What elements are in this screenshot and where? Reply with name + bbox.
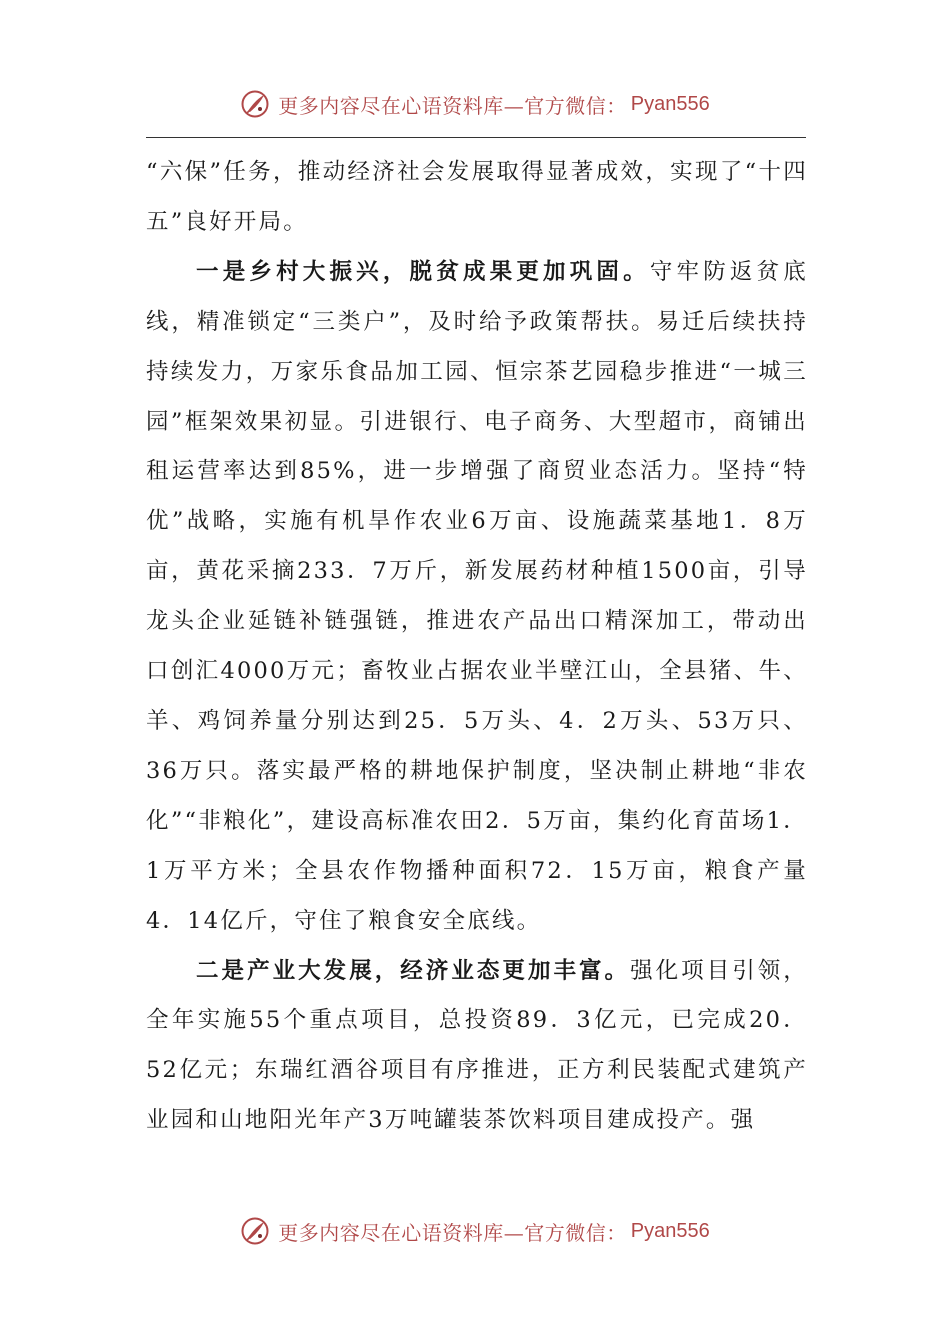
paragraph-text-rural: 守牢防返贫底线，精准锁定“三类户”，及时给予政策帮扶。易迁后续扶持持续发力，万家乐食品加工园、恒宗茶艺园稳步推进“一城三园”框架效果初显。引进银行、电子商务、大型超市，商铺出租运营率达到85%，进一步增强了商贸业态活力。坚持“特优”战略，实施有机旱作农业6万亩、设施蔬菜基地1．8万亩，黄花采摘233．7万斤，新发展药材种植1500亩，引导龙头企业延链补链强链，推进农产品出口精深加工，带动出口创汇4000万元；畜牧业占据农业半壁江山，全县猪、牛、羊、鸡饲养量分别达到25．5万头、4．2万头、53万只、36万只。落实最严格的耕地保护制度，坚决制止耕地“非农化”“非粮化”，建设高标准农田2．5万亩，集约化育苗场1．1万平方米；全县农作物播种面积72．15万亩，粮食产量4．14亿斤，守住了粮食安全底线。 (146, 258, 809, 934)
paragraph-continuation: “六保”任务，推动经济社会发展取得显著成效，实现了“十四五”良好开局。 (146, 159, 808, 235)
quill-logo-icon (240, 1216, 270, 1246)
paragraph-rural-revitalization (146, 248, 808, 947)
header-divider (146, 137, 806, 138)
paragraph-industry-development (146, 947, 808, 1147)
document-body (146, 148, 808, 1146)
paragraph-heading-industry: 二是产业大发展，经济业态更加丰富。 (196, 957, 631, 984)
quill-logo-icon (240, 89, 270, 119)
footer-banner-text: 更多内容尽在心语资料库—官方微信： (278, 1220, 627, 1245)
header-banner-text: 更多内容尽在心语资料库—官方微信： (278, 93, 627, 118)
footer-banner (0, 1211, 950, 1251)
header-banner (0, 84, 950, 124)
footer-wechat-id: Pyan556 (630, 1219, 710, 1242)
paragraph-heading-rural: 一是乡村大振兴，脱贫成果更加巩固。 (196, 258, 650, 285)
header-wechat-id: Pyan556 (630, 92, 710, 115)
paragraph-text-industry: 强化项目引领，全年实施55个重点项目，总投资89．3亿元，已完成20．52亿元；东瑞红酒谷项目有序推进，正方利民装配式建筑产业园和山地阳光年产3万吨罐装茶饮料项目建成投产。强 (146, 957, 808, 1134)
